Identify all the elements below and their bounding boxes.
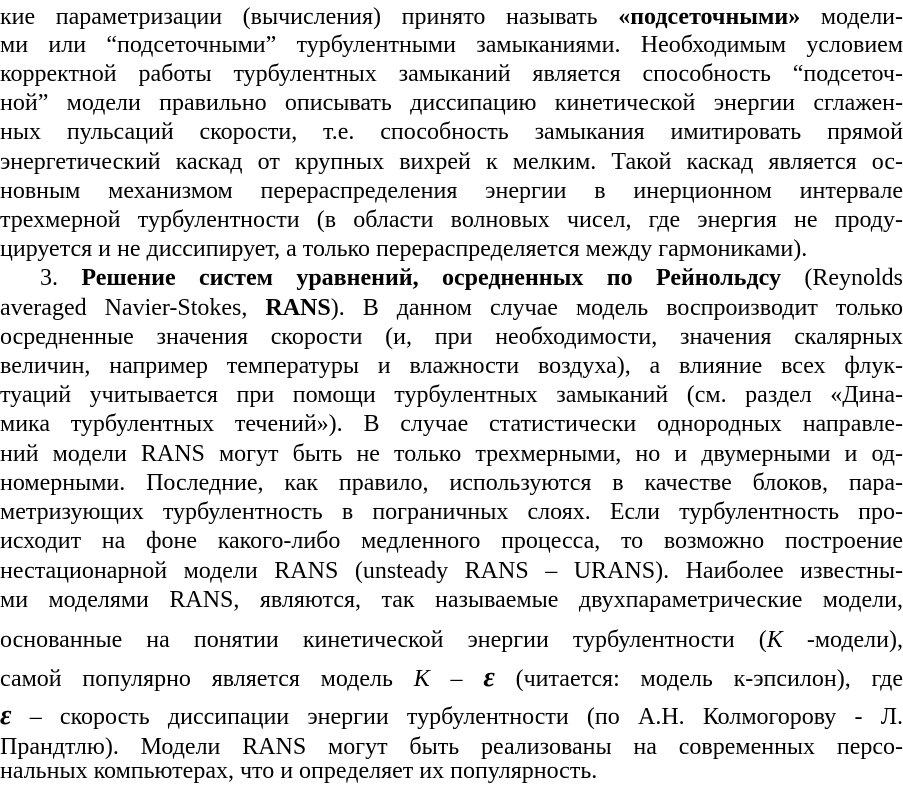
bold-term: «подсеточными» — [618, 4, 801, 30]
text-line-11 — [0, 293, 903, 323]
text-span: (Reynolds — [780, 265, 903, 291]
text-line-19 — [0, 526, 903, 556]
bold-term: RANS — [265, 295, 331, 321]
text-span: ных пульсаций скорости, т.е. способность замыкания имитировать прямой — [0, 119, 903, 145]
text-line-4 — [0, 88, 903, 118]
text-line-3 — [0, 59, 903, 89]
text-span: кие параметризации (вычисления) принято называть — [0, 4, 619, 30]
text-line-10 — [40, 263, 903, 293]
text-span: цируется и не диссипирует, а только перераспределяется между гармониками). — [0, 236, 808, 262]
text-line-8 — [0, 205, 903, 235]
text-span: ми моделями RANS, являются, так называемые двухпараметрические модели, — [0, 587, 903, 613]
math-symbol-k: K — [413, 666, 430, 692]
text-span: ). В данном случае модель воспроизводит только — [330, 295, 903, 321]
text-line-2 — [0, 30, 903, 60]
text-span: ний модели RANS могут быть не только трехмерными, но и двумерными и од- — [0, 441, 903, 467]
text-line-12 — [0, 322, 903, 352]
text-line-16 — [0, 439, 903, 469]
text-line-14 — [0, 380, 903, 410]
text-span: averaged Navier-Stokes, — [0, 295, 266, 321]
text-span: метризующих турбулентность в пограничных слоях. Если турбулентность про- — [0, 499, 903, 525]
text-line-18 — [0, 497, 903, 527]
text-line-6 — [0, 147, 903, 177]
text-span: мика турбулентных течений»). В случае статистически однородных направле- — [0, 411, 903, 437]
epsilon-symbol: ε — [483, 662, 495, 693]
text-span: – скорость диссипации энергии турбулентности (по А.Н. Колмогорову - Л. — [11, 704, 903, 730]
text-line-1 — [0, 2, 903, 32]
text-span: -модели), — [782, 627, 903, 653]
text-span: корректной работы турбулентных замыканий является способность “подсеточ- — [0, 61, 903, 87]
text-span: 3. — [40, 265, 82, 291]
text-line-7 — [0, 176, 903, 206]
text-span: энергетический каскад от крупных вихрей к мелким. Такой каскад является ос- — [0, 149, 903, 175]
text-line-23 — [0, 663, 903, 693]
text-span: туаций учитывается при помощи турбулентных замыканий (см. раздел «Дина- — [0, 382, 903, 408]
math-symbol-k: K — [766, 627, 783, 653]
text-span: – — [429, 666, 484, 692]
text-span: Прандтлю). Модели RANS могут быть реализованы на современных персо- — [0, 734, 903, 760]
text-line-21 — [0, 585, 903, 615]
text-span: исходит на фоне какого-либо медленного процесса, то возможно построение — [0, 528, 903, 554]
text-line-13 — [0, 351, 903, 381]
text-span: новным механизмом перераспределения энергии в инерционном интервале — [0, 178, 903, 204]
text-span: самой популярно является модель — [0, 666, 414, 692]
text-line-5 — [0, 117, 903, 147]
text-line-22 — [0, 625, 903, 655]
text-span: основанные на понятии кинетической энергии турбулентности ( — [0, 627, 767, 653]
text-span: (читается: модель к-эпсилон), где — [494, 666, 903, 692]
text-line-24 — [0, 701, 903, 731]
epsilon-symbol: ε — [0, 700, 12, 731]
text-span: нестационарной модели RANS (unsteady RANS – URANS). Наиболее известны- — [0, 558, 903, 584]
text-line-9 — [0, 234, 903, 264]
bold-term: Решение систем уравнений, осредненных по Рейнольдсу — [81, 265, 781, 291]
text-span: величин, например температуры и влажности воздуха), а влияние всех флук- — [0, 353, 903, 379]
text-line-17 — [0, 468, 903, 498]
text-span: модели- — [800, 4, 903, 30]
text-span: ной” модели правильно описывать диссипацию кинетической энергии сглажен- — [0, 90, 903, 116]
text-span: нальных компьютерах, что и определяет их популярность. — [0, 758, 598, 784]
text-line-20 — [0, 556, 903, 586]
text-span: ми или “подсеточными” турбулентными замыканиями. Необходимым условием — [0, 32, 903, 58]
text-span: номерными. Последние, как правило, используются в качестве блоков, пара- — [0, 470, 903, 496]
text-span: трехмерной турбулентности (в области волновых чисел, где энергия не проду- — [0, 207, 903, 233]
text-line-15 — [0, 409, 903, 439]
text-span: осредненные значения скорости (и, при необходимости, значения скалярных — [0, 324, 903, 350]
